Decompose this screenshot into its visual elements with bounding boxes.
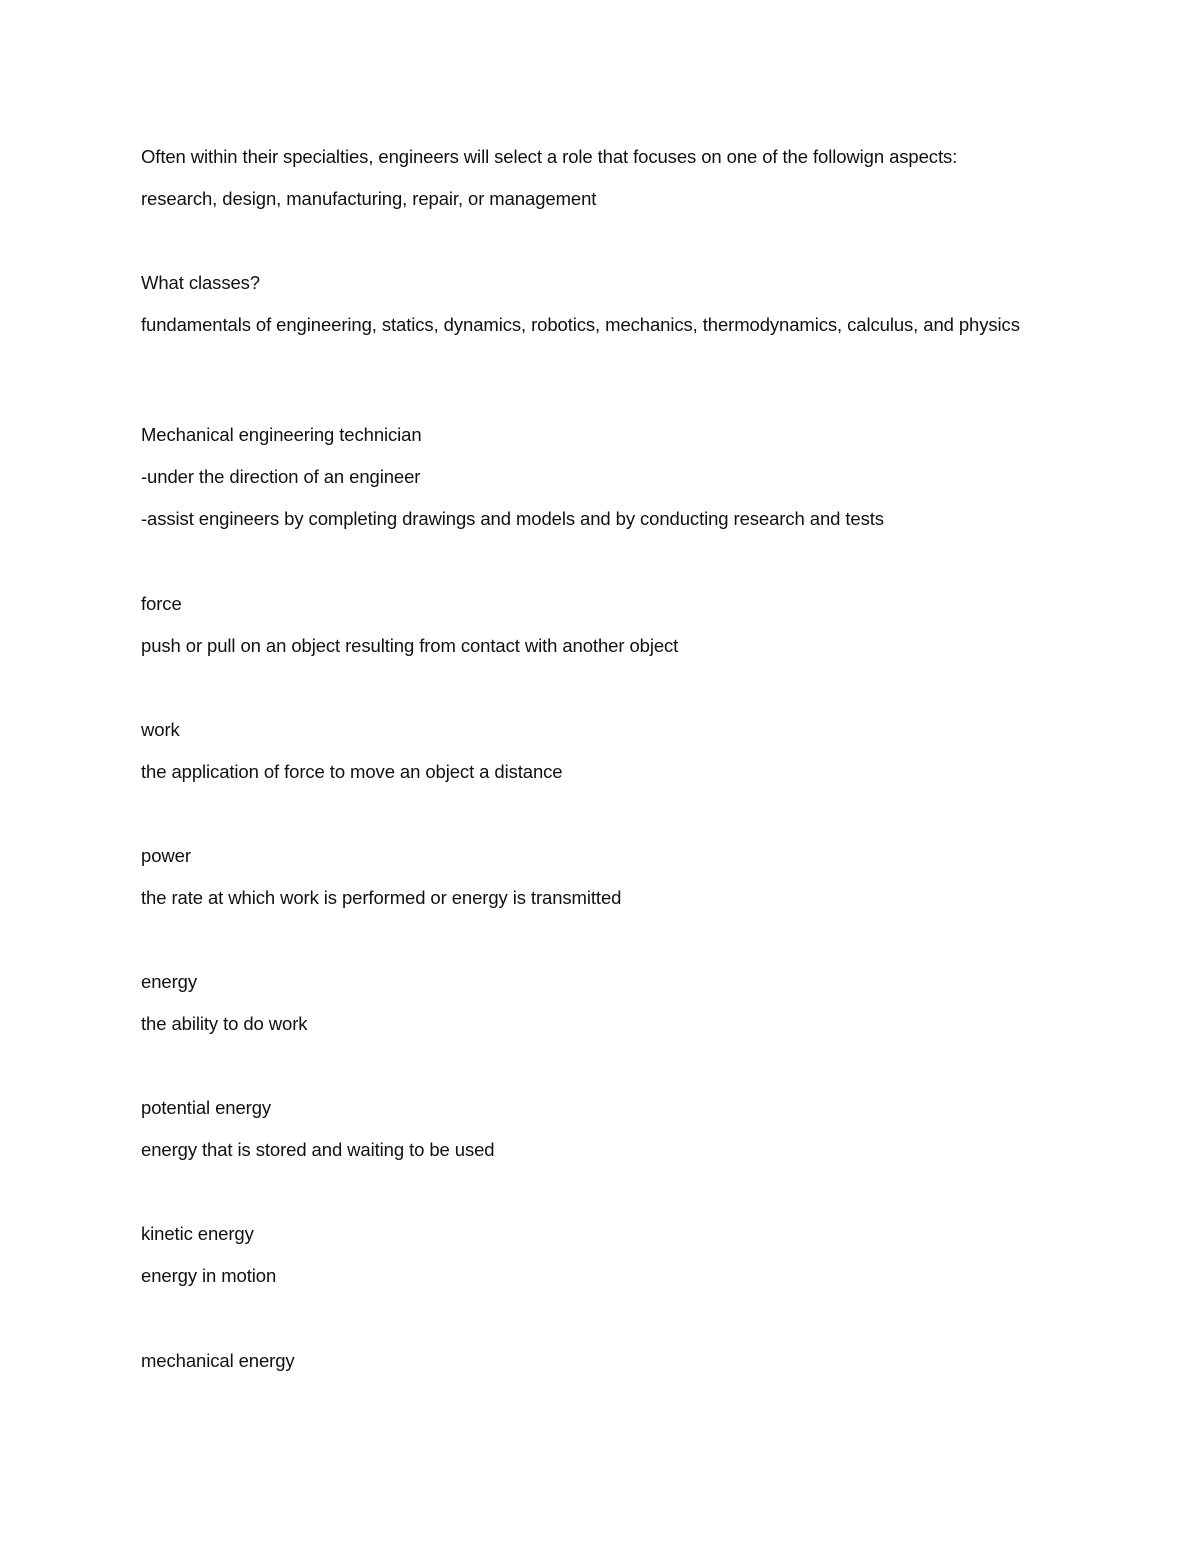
- technician-point-1: -under the direction of an engineer: [141, 466, 421, 487]
- term-power: power: [141, 845, 191, 866]
- term-work: work: [141, 719, 180, 740]
- term-kinetic-energy: kinetic energy: [141, 1223, 254, 1244]
- technician-title: Mechanical engineering technician: [141, 424, 422, 445]
- classes-question: What classes?: [141, 272, 260, 293]
- definition-power: the rate at which work is performed or energy is transmitted: [141, 887, 622, 908]
- technician-point-2: -assist engineers by completing drawings and models and by conducting research and tests: [141, 508, 884, 529]
- definition-energy: the ability to do work: [141, 1013, 308, 1034]
- definition-force: push or pull on an object resulting from contact with another object: [141, 635, 679, 656]
- intro-line-1: Often within their specialties, engineers will select a role that focuses on one of the followign aspects:: [141, 146, 958, 167]
- term-potential-energy: potential energy: [141, 1097, 272, 1118]
- definition-kinetic-energy: energy in motion: [141, 1265, 277, 1286]
- term-energy: energy: [141, 971, 197, 992]
- definition-work: the application of force to move an object a distance: [141, 761, 563, 782]
- term-force: force: [141, 593, 182, 614]
- definition-potential-energy: energy that is stored and waiting to be used: [141, 1139, 495, 1160]
- classes-answer: fundamentals of engineering, statics, dynamics, robotics, mechanics, thermodynamics, calculus, and physics: [141, 314, 1020, 335]
- intro-line-2: research, design, manufacturing, repair, or management: [141, 188, 597, 209]
- term-mechanical-energy: mechanical energy: [141, 1350, 295, 1371]
